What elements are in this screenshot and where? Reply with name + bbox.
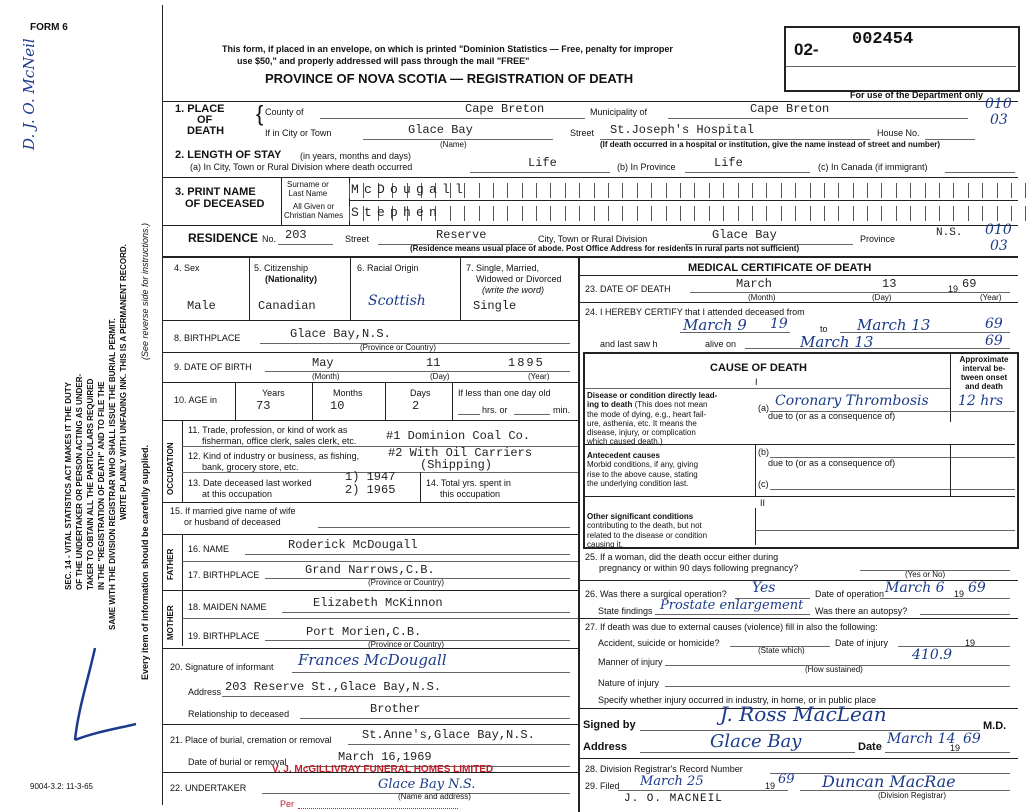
reg-number: 002454: [852, 30, 914, 49]
margin-handwritten-name: D. J. O. McNeil: [20, 38, 38, 150]
undertaker-address: Glace Bay N.S.: [378, 777, 476, 792]
mother-birthplace: Port Morien,C.B.: [306, 625, 422, 639]
antecedent-label: Antecedent causes Morbid conditions, if any, giving rise to the above cause, stating the underlying condition last.: [587, 451, 699, 488]
margin-every-item: Every item of information should be carefully supplied.: [140, 444, 150, 680]
main-frame-left: [162, 5, 163, 805]
certificate-year: 69: [963, 731, 981, 747]
burial-date: March 16,1969: [338, 750, 432, 764]
filed-year: 69: [778, 772, 795, 787]
dob-day: 11: [426, 356, 441, 370]
mother-side-label: MOTHER: [166, 605, 175, 640]
name-label: 3. PRINT NAME OF DECEASED: [175, 186, 265, 210]
certificate-date: March 14: [887, 731, 956, 747]
father-name: Roderick McDougall: [288, 538, 418, 552]
direct-cause-label: Disease or condition directly lead- ing to death (This does not mean the mode of dying, e.g., heart fail- ure, asthenia, etc. It means the disease, injury, or complication which caused death.): [587, 391, 718, 447]
attended-from: March 9: [683, 316, 747, 334]
interval-header: Approximate interval be- tween onset and death: [959, 355, 1009, 391]
racial-value: Scottish: [368, 293, 426, 309]
residence-city: Glace Bay: [712, 228, 777, 242]
reg-prefix: 02-: [794, 40, 819, 59]
last-saw-year: 69: [985, 333, 1003, 349]
form-title: PROVINCE OF NOVA SCOTIA — REGISTRATION OF DEATH: [265, 71, 634, 86]
informant-relationship: Brother: [370, 702, 421, 716]
marital-value: Single: [473, 299, 517, 313]
dept-use: For use of the Department only: [850, 90, 984, 100]
death-month: March: [736, 277, 773, 291]
death-year: 69: [962, 277, 977, 291]
stay-b-value: Life: [714, 156, 743, 170]
residence-note: (Residence means usual place of abode. Post Office Address for residents in rural parts not sufficient): [410, 244, 800, 253]
county-value: Cape Breton: [465, 102, 545, 116]
stay-label: 2. LENGTH OF STAY: [175, 149, 282, 161]
findings-value: Prostate enlargement: [660, 598, 804, 613]
residence-no: 203: [285, 228, 307, 242]
death-day: 13: [882, 277, 897, 291]
father-birthplace: Grand Narrows,C.B.: [305, 563, 435, 577]
industry-value-2: (Shipping): [420, 458, 493, 472]
attended-from-year: 19: [770, 316, 788, 332]
mailing-notice: This form, if placed in an envelope, on which is printed "Dominion Statistics — Free, penalty for improper: [222, 44, 673, 54]
stay-a-value: Life: [528, 156, 557, 170]
interval-a-value: 12 hrs: [958, 393, 1004, 409]
cause-a-value: Coronary Thrombosis: [775, 393, 929, 409]
street-value: St.Joseph's Hospital: [610, 123, 755, 137]
mailing-notice-2: use $50," and properly addressed will pass through the mail "FREE": [237, 56, 530, 66]
burial-place: St.Anne's,Glace Bay,N.S.: [362, 728, 535, 742]
dob-year: 1895: [508, 356, 545, 370]
trade-value: #1 Dominion Coal Co.: [386, 429, 531, 443]
lastworked-2: 2) 1965: [345, 483, 396, 497]
physician-address: Glace Bay: [710, 731, 802, 752]
given-value: Stephen: [351, 205, 443, 220]
city-value: Glace Bay: [408, 123, 473, 137]
division-registrar-signature: Duncan MacRae: [822, 772, 956, 791]
operation-date: March 6: [885, 580, 945, 596]
physician-signature: J. Ross MacLean: [720, 702, 887, 726]
residence-street: Reserve: [436, 228, 487, 242]
dob-month: May: [312, 356, 334, 370]
place-code-1: 010: [985, 96, 1012, 112]
informant-address: 203 Reserve St.,Glace Bay,N.S.: [225, 680, 442, 694]
margin-see-reverse: (See reverse side for instructions.): [140, 222, 150, 360]
birthplace-value: Glace Bay,N.S.: [290, 327, 391, 341]
undertaker-stamp: V. J. McGILLIVRAY FUNERAL HOMES LIMITED: [272, 764, 494, 775]
father-side-label: FATHER: [166, 548, 175, 580]
registrar-stamp: J. O. MACNEIL: [624, 793, 723, 805]
age-months: 10: [330, 399, 345, 413]
medical-title: MEDICAL CERTIFICATE OF DEATH: [688, 262, 872, 274]
residence-code-2: 03: [990, 238, 1008, 254]
form-number: FORM 6: [30, 22, 68, 33]
attended-to-year: 69: [985, 316, 1003, 332]
informant-signature: Frances McDougall: [298, 651, 447, 669]
classification-code: 410.9: [912, 647, 953, 663]
given-cells: [349, 206, 1033, 221]
last-saw-value: March 13: [800, 333, 874, 351]
place-label: 1. PLACE OF DEATH: [175, 103, 225, 137]
place-code-2: 03: [990, 112, 1008, 128]
occupation-side-label: OCCUPATION: [166, 442, 175, 495]
attended-to: March 13: [857, 316, 931, 334]
other-conditions-label: Other significant conditions contributing to the death, but not related to the disease or condition causing it.: [587, 512, 708, 549]
industry-value: #2 With Oil Carriers: [388, 446, 533, 460]
surname-value: McDougall: [351, 182, 469, 197]
hospital-note: (If death occurred in a hospital or institution, give the name instead of street and number): [600, 140, 941, 149]
lastworked-1: 1) 1947: [345, 470, 396, 484]
age-days: 2: [412, 399, 420, 413]
sex-value: Male: [187, 299, 216, 313]
residence-province: N.S.: [936, 227, 963, 239]
residence-code-1: 010: [985, 222, 1012, 238]
municipality-value: Cape Breton: [750, 102, 830, 116]
residence-label: RESIDENCE: [188, 231, 259, 245]
registrar-initial-mark: [50, 640, 140, 750]
footer-code: 9004-3.2: 11-3-65: [30, 782, 94, 791]
operation-year: 69: [968, 580, 986, 596]
cause-title: CAUSE OF DEATH: [710, 362, 807, 374]
citizenship-value: Canadian: [258, 299, 316, 313]
filed-date: March 25: [640, 774, 704, 789]
mother-maiden: Elizabeth McKinnon: [313, 596, 443, 610]
surgical-operation-value: Yes: [752, 580, 776, 596]
age-years: 73: [256, 399, 271, 413]
